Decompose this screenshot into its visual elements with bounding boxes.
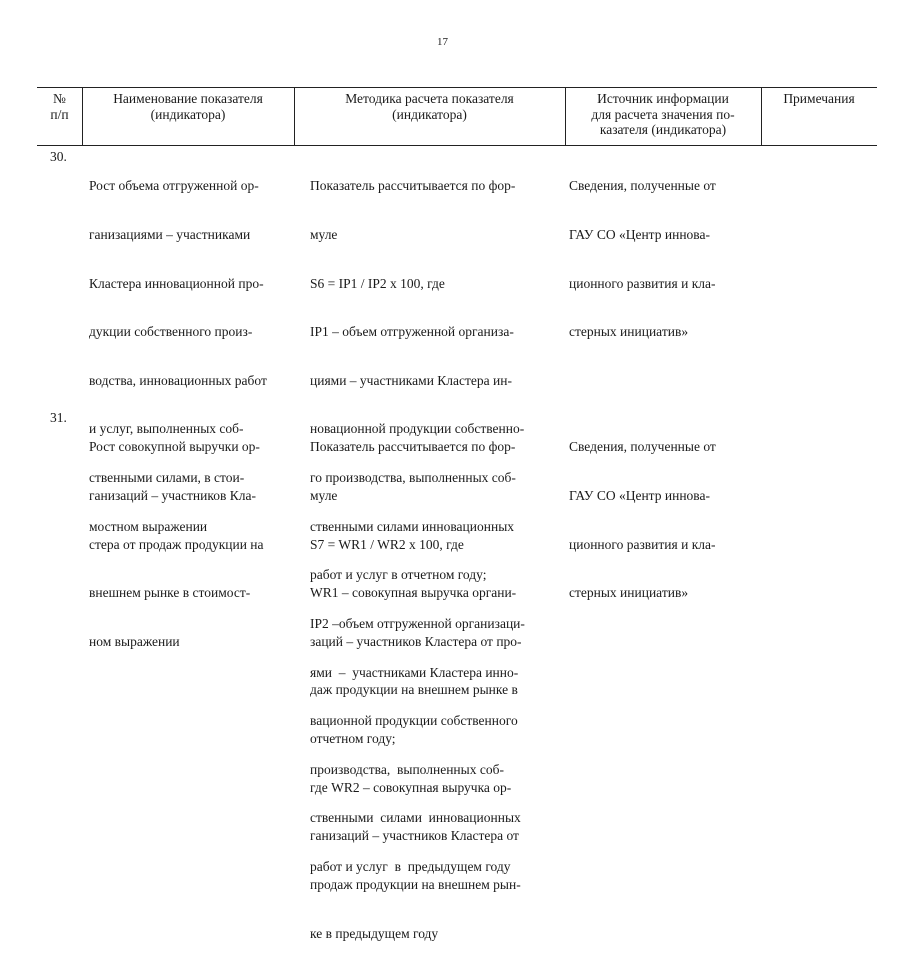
header-method-line: Методика расчета показателя	[345, 91, 514, 106]
text-line: WR1 – совокупная выручка органи-	[310, 585, 517, 601]
text-line: дукции собственного произ-	[89, 324, 253, 340]
text-line: ственными силами инновационных	[310, 518, 515, 534]
table-header	[37, 87, 877, 146]
info-source	[569, 407, 716, 634]
text-line: даж продукции на внешнем рынке в	[310, 682, 518, 698]
indicator-table	[37, 87, 877, 941]
text-line: го производства, выполненных соб-	[310, 470, 516, 486]
text-line: ями – участниками Кластера инно-	[310, 664, 519, 680]
text-line: Кластера инновационной про-	[89, 275, 264, 291]
text-line: ГАУ СО «Центр иннова-	[569, 488, 710, 504]
text-line: ГАУ СО «Центр иннова-	[569, 227, 710, 243]
text-line: ном выражении	[89, 633, 180, 649]
text-line: Рост совокупной выручки ор-	[89, 439, 260, 455]
text-line: внешнем рынке в стоимост-	[89, 585, 251, 601]
header-notes-line: Примечания	[783, 91, 855, 106]
header-num-line: №	[53, 91, 66, 106]
text-line: вационной продукции собственного	[310, 713, 518, 729]
indicator-name	[89, 407, 264, 682]
text-line: работ и услуг в отчетном году;	[310, 567, 487, 583]
text-line: ционного развития и кла-	[569, 275, 716, 291]
text-line: отчетном году;	[310, 731, 396, 747]
text-line: муле	[310, 488, 338, 504]
header-num-line: п/п	[50, 106, 69, 122]
text-line: водства, инновационных работ	[89, 372, 267, 388]
info-source	[569, 146, 716, 373]
text-line: продаж продукции на внешнем рын-	[310, 876, 521, 892]
text-line: заций – участников Кластера от про-	[310, 633, 522, 649]
text-line: ционного развития и кла-	[569, 536, 716, 552]
text-line: стерных инициатив»	[569, 585, 689, 601]
text-line: Показатель рассчитывается по фор-	[310, 439, 516, 455]
header-method-line: (индикатора)	[392, 106, 467, 122]
text-line: ственными силами инновационных	[310, 810, 521, 826]
text-line: где WR2 – совокупная выручка ор-	[310, 779, 512, 795]
text-line: новационной продукции собственно-	[310, 421, 525, 437]
header-source	[565, 91, 761, 138]
row-number: 31.	[50, 410, 67, 425]
header-notes	[761, 91, 877, 107]
text-line: ганизаций – участников Кла-	[89, 488, 256, 504]
text-line: ственными силами, в стои-	[89, 470, 245, 486]
formula-line: S7 = WR1 / WR2 x 100, где	[310, 536, 464, 552]
text-line: ганизаций – участников Кластера от	[310, 828, 519, 844]
text-line: стера от продаж продукции на	[89, 536, 264, 552]
text-line: муле	[310, 227, 338, 243]
row-number: 30.	[50, 149, 67, 164]
header-source-line: казателя (индикатора)	[599, 122, 727, 137]
text-line: IP1 – объем отгруженной организа-	[310, 324, 514, 340]
calculation-method	[310, 407, 522, 974]
header-method	[294, 91, 565, 122]
text-line: ганизациями – участниками	[89, 227, 251, 243]
text-line: мостном выражении	[89, 518, 208, 534]
header-name	[82, 91, 294, 122]
text-line: циями – участниками Кластера ин-	[310, 372, 512, 388]
header-name-line: Наименование показателя	[113, 91, 263, 106]
text-line: стерных инициатив»	[569, 324, 689, 340]
page-number: 17	[437, 36, 448, 48]
text-line: Показатель рассчитывается по фор-	[310, 178, 516, 194]
text-line: Рост объема отгруженной ор-	[89, 178, 259, 194]
header-num	[37, 91, 82, 122]
formula-line: S6 = IP1 / IP2 x 100, где	[310, 275, 445, 291]
text-line: производства, выполненных соб-	[310, 761, 504, 777]
header-source-line: Источник информации	[597, 91, 729, 106]
header-name-line: (индикатора)	[150, 106, 226, 122]
text-line: Сведения, полученные от	[569, 178, 716, 194]
text-line: IP2 –объем отгруженной организаци-	[310, 615, 525, 631]
text-line: ке в предыдущем году	[310, 925, 439, 941]
text-line: работ и услуг в предыдущем году	[310, 858, 511, 874]
text-line: и услуг, выполненных соб-	[89, 421, 244, 437]
header-source-line: для расчета значения по-	[591, 106, 735, 122]
text-line: Сведения, полученные от	[569, 439, 716, 455]
